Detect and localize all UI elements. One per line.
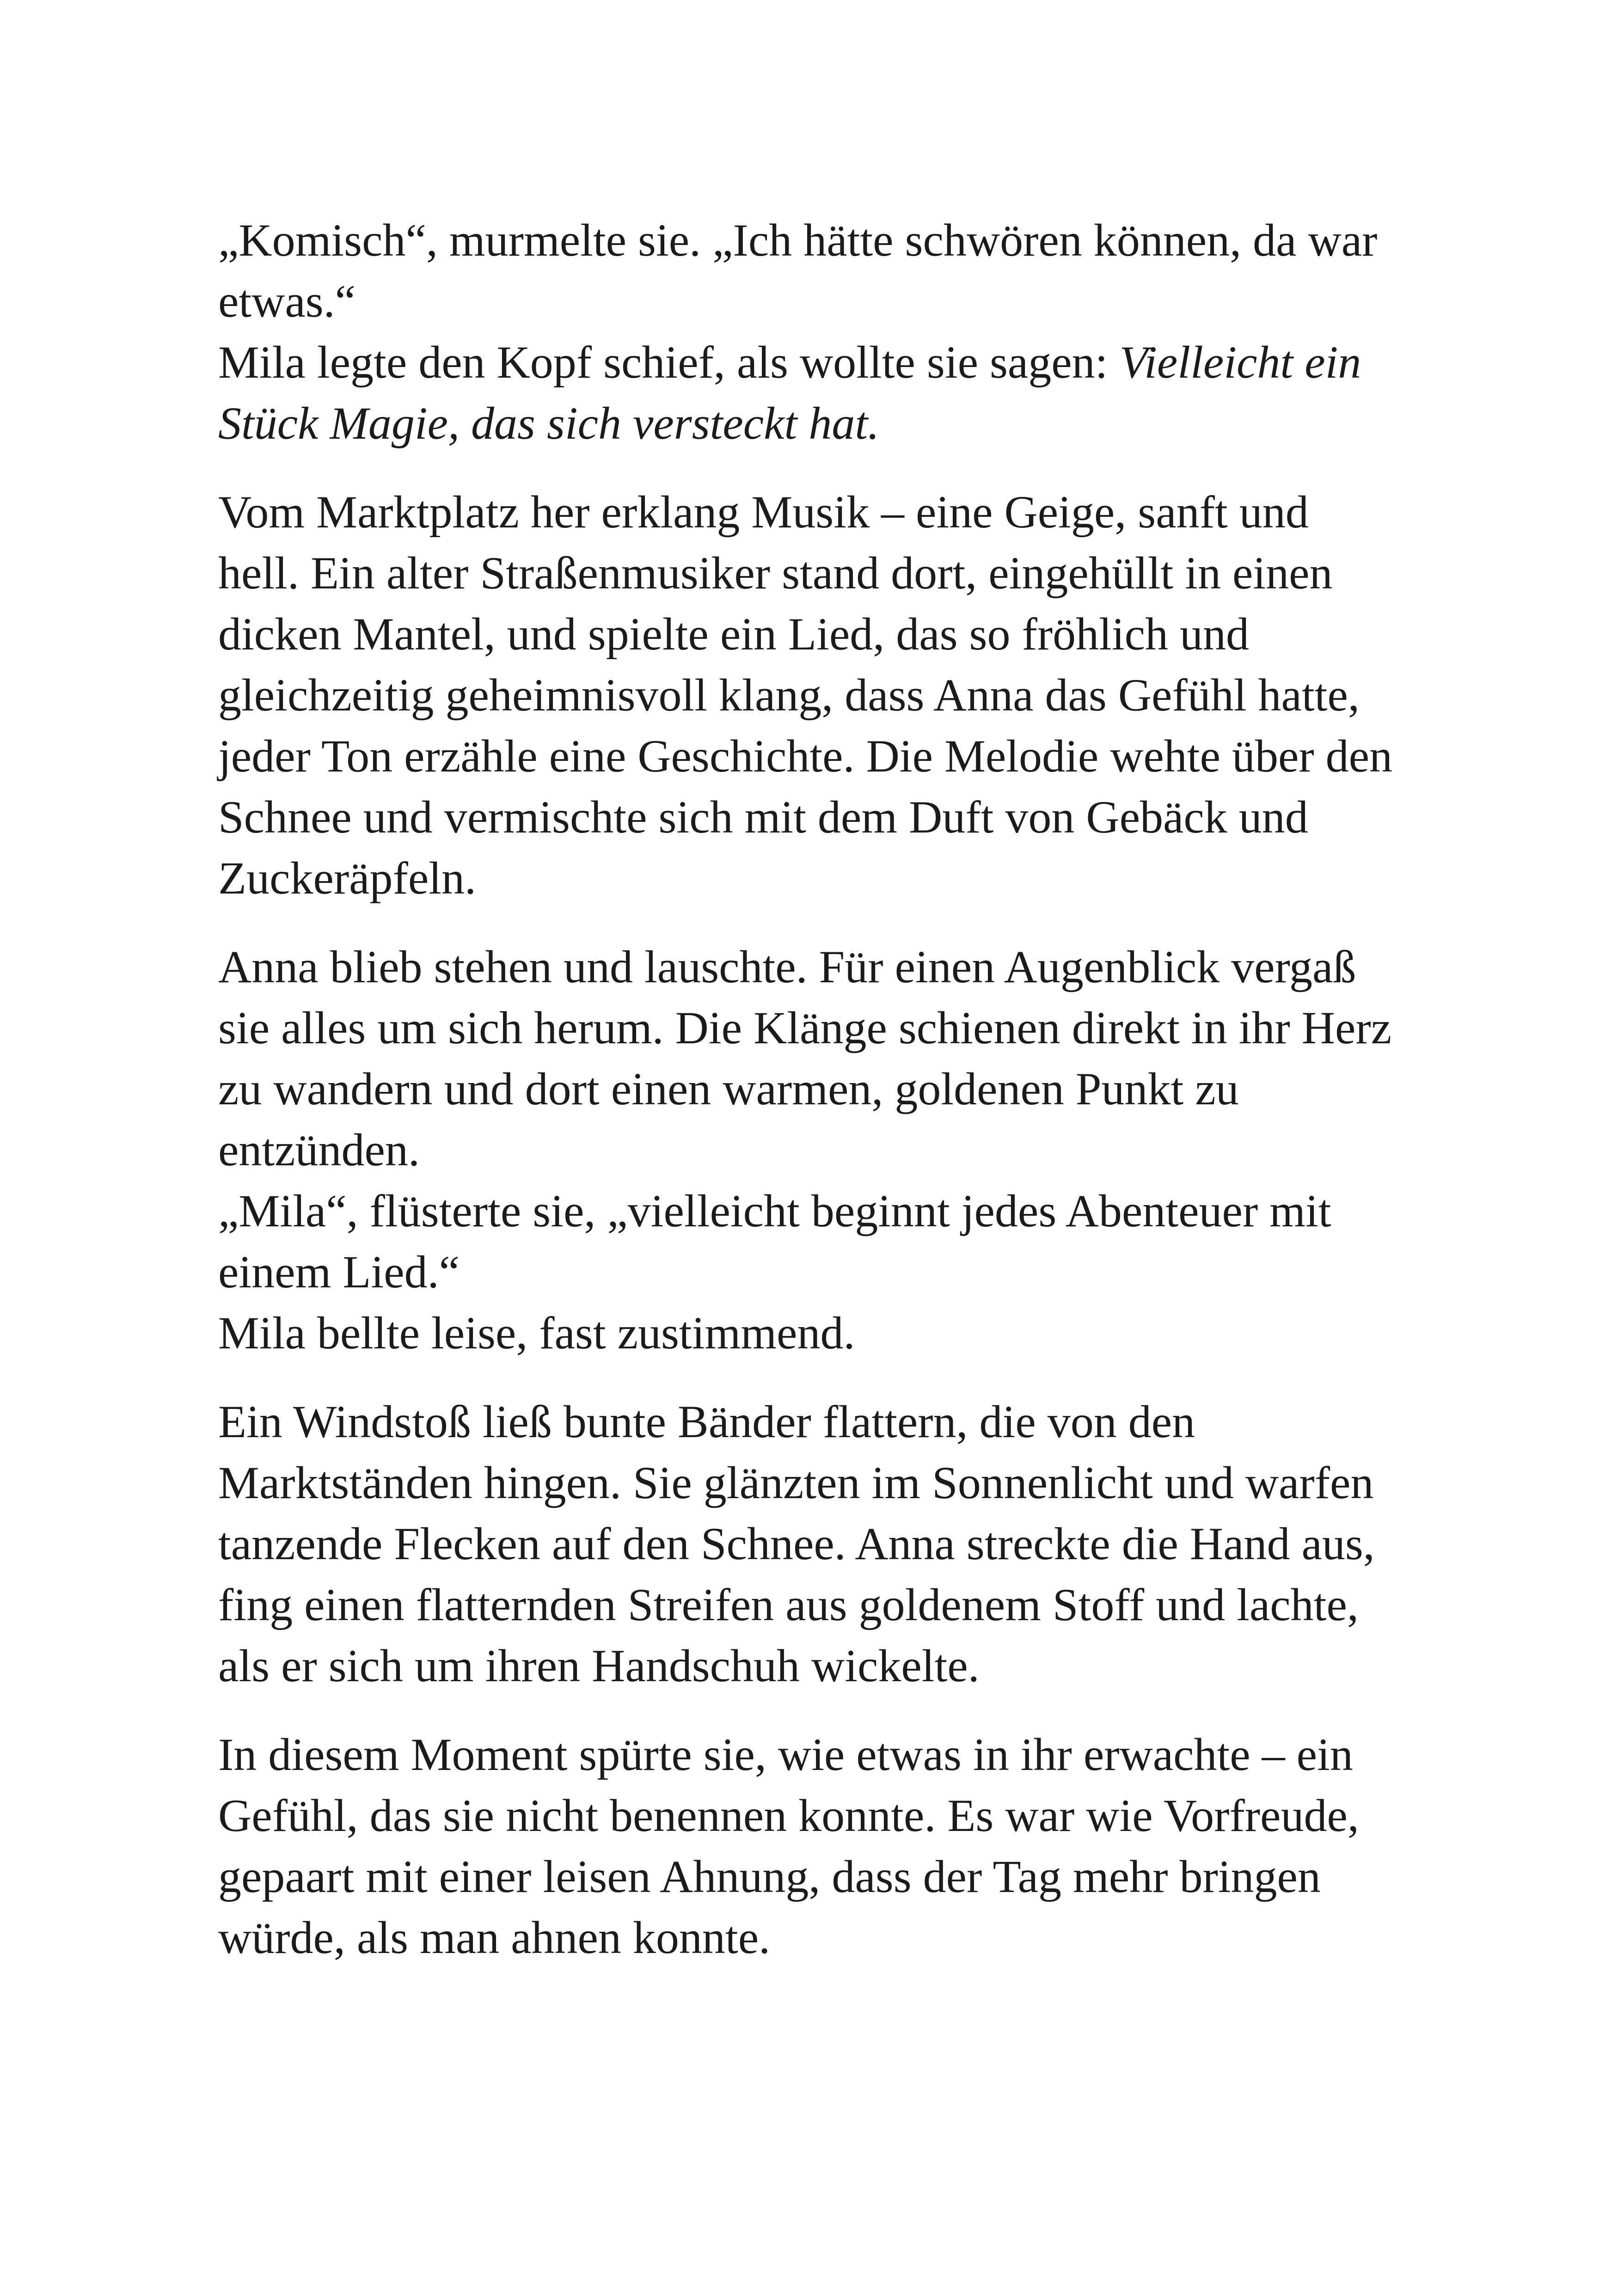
text-line: fing einen flatternden Streifen aus goldenem Stoff und lachte, <box>218 1579 1359 1630</box>
text-line: würde, als man ahnen konnte. <box>218 1912 771 1963</box>
italic-thought-line: Stück Magie, das sich versteckt hat. <box>218 398 880 449</box>
text-line: zu wandern und dort einen warmen, goldenen Punkt zu <box>218 1063 1239 1114</box>
text-line: entzünden. <box>218 1124 420 1176</box>
text-line: gepaart mit einer leisen Ahnung, dass der Tag mehr bringen <box>218 1851 1321 1902</box>
text-line: Gefühl, das sie nicht benennen konnte. Es war wie Vorfreude, <box>218 1790 1359 1841</box>
text-line: Ein Windstoß ließ bunte Bänder flattern, die von den <box>218 1396 1195 1447</box>
text-line: dicken Mantel, und spielte ein Lied, das so fröhlich und <box>218 608 1250 660</box>
text-line: In diesem Moment spürte sie, wie etwas in ihr erwachte – ein <box>218 1729 1353 1780</box>
text-line: als er sich um ihren Handschuh wickelte. <box>218 1640 980 1691</box>
text-line: einem Lied.“ <box>218 1246 460 1298</box>
paragraph-2 <box>218 482 1411 909</box>
paragraph-1 <box>218 210 1411 454</box>
text-line: hell. Ein alter Straßenmusiker stand dort, eingehüllt in einen <box>218 547 1333 599</box>
paragraph-5 <box>218 1724 1411 1968</box>
text-line-roman: Mila legte den Kopf schief, als wollte sie sagen: <box>218 337 1120 388</box>
text-line <box>218 332 1411 393</box>
text-line: jeder Ton erzähle eine Geschichte. Die Melodie wehte über den <box>218 730 1393 782</box>
text-line: Mila bellte leise, fast zustimmend. <box>218 1307 855 1359</box>
paragraph-4 <box>218 1391 1411 1696</box>
text-line: Anna blieb stehen und lauschte. Für einen Augenblick vergaß <box>218 941 1356 992</box>
body-text <box>218 210 1411 1996</box>
text-line: sie alles um sich herum. Die Klänge schienen direkt in ihr Herz <box>218 1002 1392 1053</box>
text-line: Zuckeräpfeln. <box>218 852 477 904</box>
paragraph-3 <box>218 937 1411 1364</box>
text-line: Marktständen hingen. Sie glänzten im Sonnenlicht und warfen <box>218 1457 1374 1508</box>
text-line: Schnee und vermischte sich mit dem Duft von Gebäck und <box>218 791 1308 843</box>
italic-thought: Vielleicht ein <box>1119 337 1361 388</box>
text-line: „Mila“, flüsterte sie, „vielleicht beginnt jedes Abenteuer mit <box>218 1185 1331 1237</box>
text-line: „Komisch“, murmelte sie. „Ich hätte schwören können, da war <box>218 214 1378 266</box>
text-line: Vom Marktplatz her erklang Musik – eine Geige, sanft und <box>218 486 1309 538</box>
text-line: etwas.“ <box>218 276 356 327</box>
text-line: gleichzeitig geheimnisvoll klang, dass Anna das Gefühl hatte, <box>218 669 1360 721</box>
text-line: tanzende Flecken auf den Schnee. Anna streckte die Hand aus, <box>218 1518 1375 1569</box>
